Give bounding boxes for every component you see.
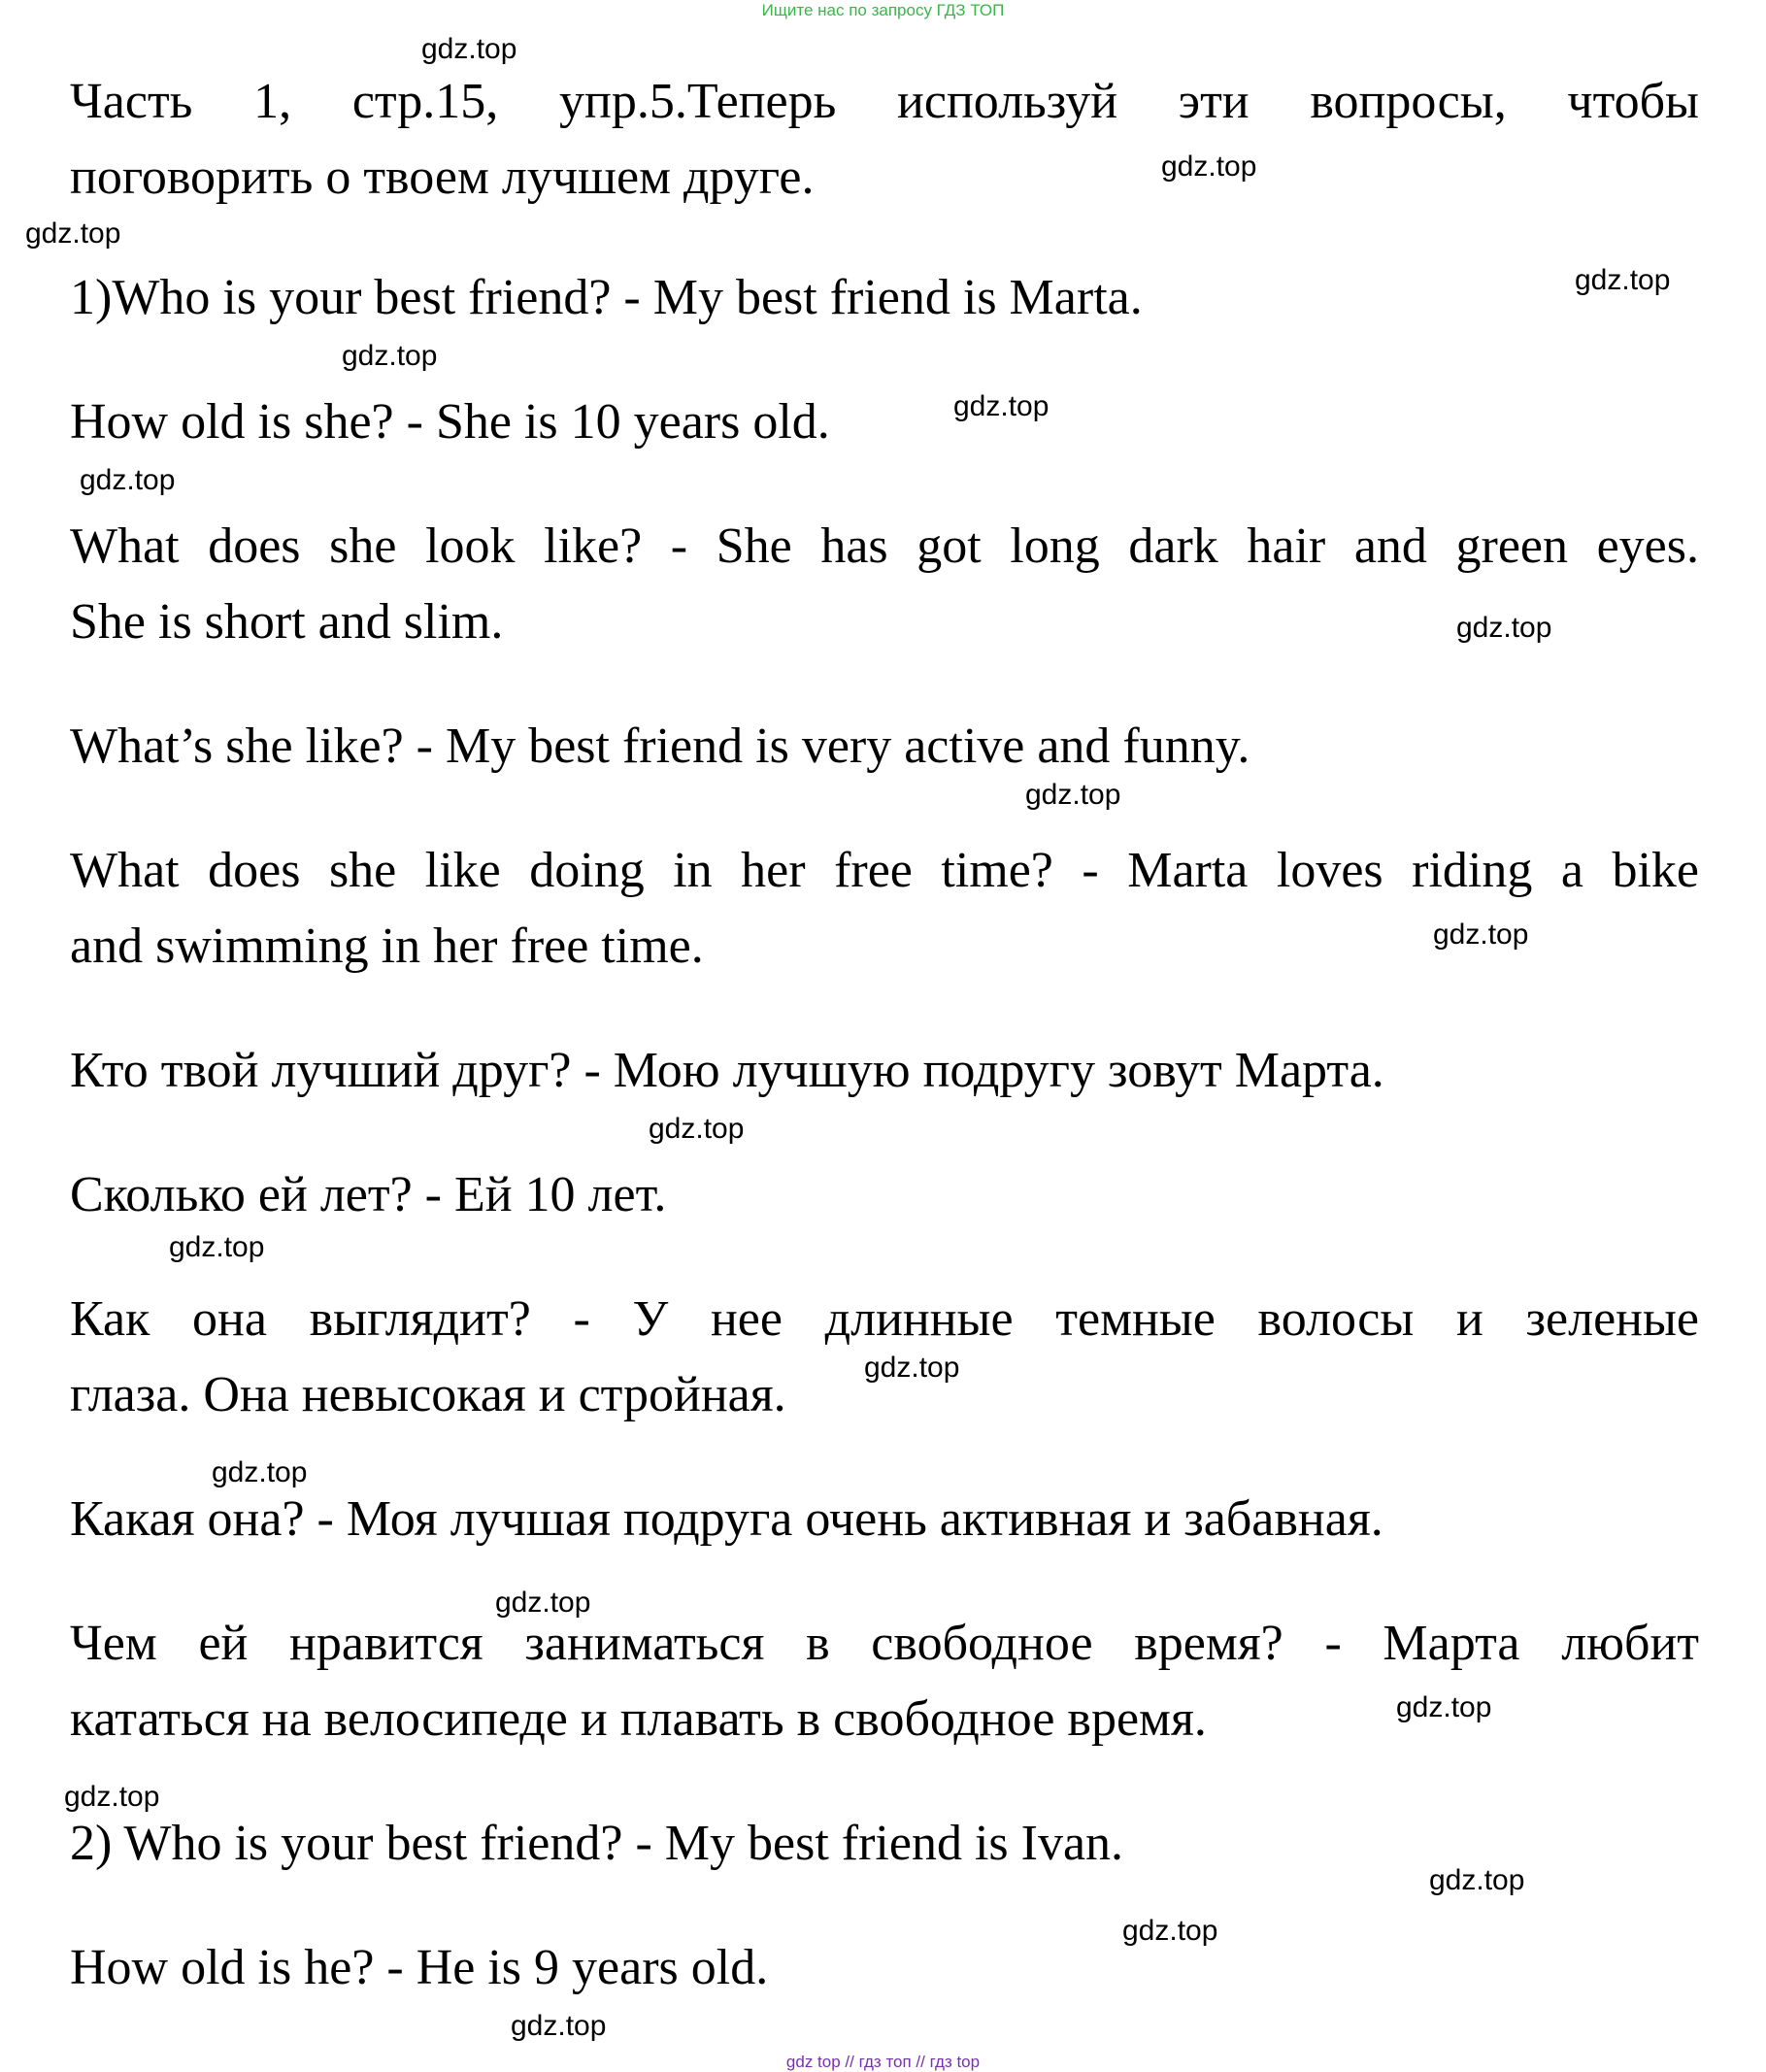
watermark: gdz.top	[649, 1113, 745, 1145]
title-line-2: поговорить о твоем лучшем друге.	[70, 150, 815, 205]
watermark: gdz.top	[1161, 150, 1257, 183]
translation-free-time-line-2: кататься на велосипеде и плавать в свободное время.	[70, 1691, 1207, 1747]
watermark: gdz.top	[1396, 1691, 1492, 1723]
translation-look-line-1: Как она выглядит? - У нее длинные темные волосы и зеленые	[70, 1291, 1699, 1347]
watermark: gdz.top	[342, 340, 438, 372]
watermark: gdz.top	[1025, 779, 1121, 811]
question-free-time-line-2: and swimming in her free time.	[70, 919, 704, 974]
watermark: gdz.top	[1433, 919, 1529, 951]
watermark: gdz.top	[511, 2010, 607, 2042]
question-who: 1)Who is your best friend? - My best friend is Marta.	[70, 270, 1143, 325]
translation-free-time-line-1: Чем ей нравится заниматься в свободное время? - Марта любит	[70, 1616, 1699, 1671]
question-like: What’s she like? - My best friend is very active and funny.	[70, 719, 1250, 774]
question-look-line-1: What does she look like? - She has got long dark hair and green eyes.	[70, 518, 1699, 574]
watermark: gdz.top	[953, 390, 1050, 422]
watermark: gdz.top	[80, 464, 176, 496]
top-banner: Ищите нас по запросу ГДЗ ТОП	[761, 1, 1005, 19]
question-free-time-line-1: What does she like doing in her free time? - Marta loves riding a bike	[70, 843, 1699, 898]
translation-age: Сколько ей лет? - Ей 10 лет.	[70, 1167, 667, 1222]
watermark: gdz.top	[864, 1352, 960, 1384]
question-age: How old is she? - She is 10 years old.	[70, 394, 830, 450]
translation-look-line-2: глаза. Она невысокая и стройная.	[70, 1367, 786, 1422]
watermark: gdz.top	[25, 217, 121, 250]
watermark: gdz.top	[1122, 1915, 1218, 1947]
watermark: gdz.top	[421, 33, 517, 65]
question-look-line-2: She is short and slim.	[70, 594, 504, 650]
watermark: gdz.top	[64, 1781, 160, 1813]
title-line-1: Часть 1, стр.15, упр.5.Теперь используй эти вопросы, чтобы	[70, 74, 1699, 129]
watermark: gdz.top	[1429, 1864, 1525, 1896]
translation-who: Кто твой лучший друг? - Мою лучшую подругу зовут Марта.	[70, 1043, 1384, 1098]
translation-like: Какая она? - Моя лучшая подруга очень активная и забавная.	[70, 1491, 1383, 1547]
watermark: gdz.top	[212, 1456, 308, 1488]
watermark: gdz.top	[169, 1231, 265, 1263]
watermark: gdz.top	[1456, 612, 1552, 644]
watermark: gdz.top	[495, 1587, 591, 1619]
question-who-2: 2) Who is your best friend? - My best friend is Ivan.	[70, 1816, 1124, 1871]
question-age-2: How old is he? - He is 9 years old.	[70, 1940, 769, 1995]
watermark: gdz.top	[1575, 264, 1671, 296]
bottom-banner: gdz top // гдз топ // гдз top	[785, 2053, 981, 2071]
